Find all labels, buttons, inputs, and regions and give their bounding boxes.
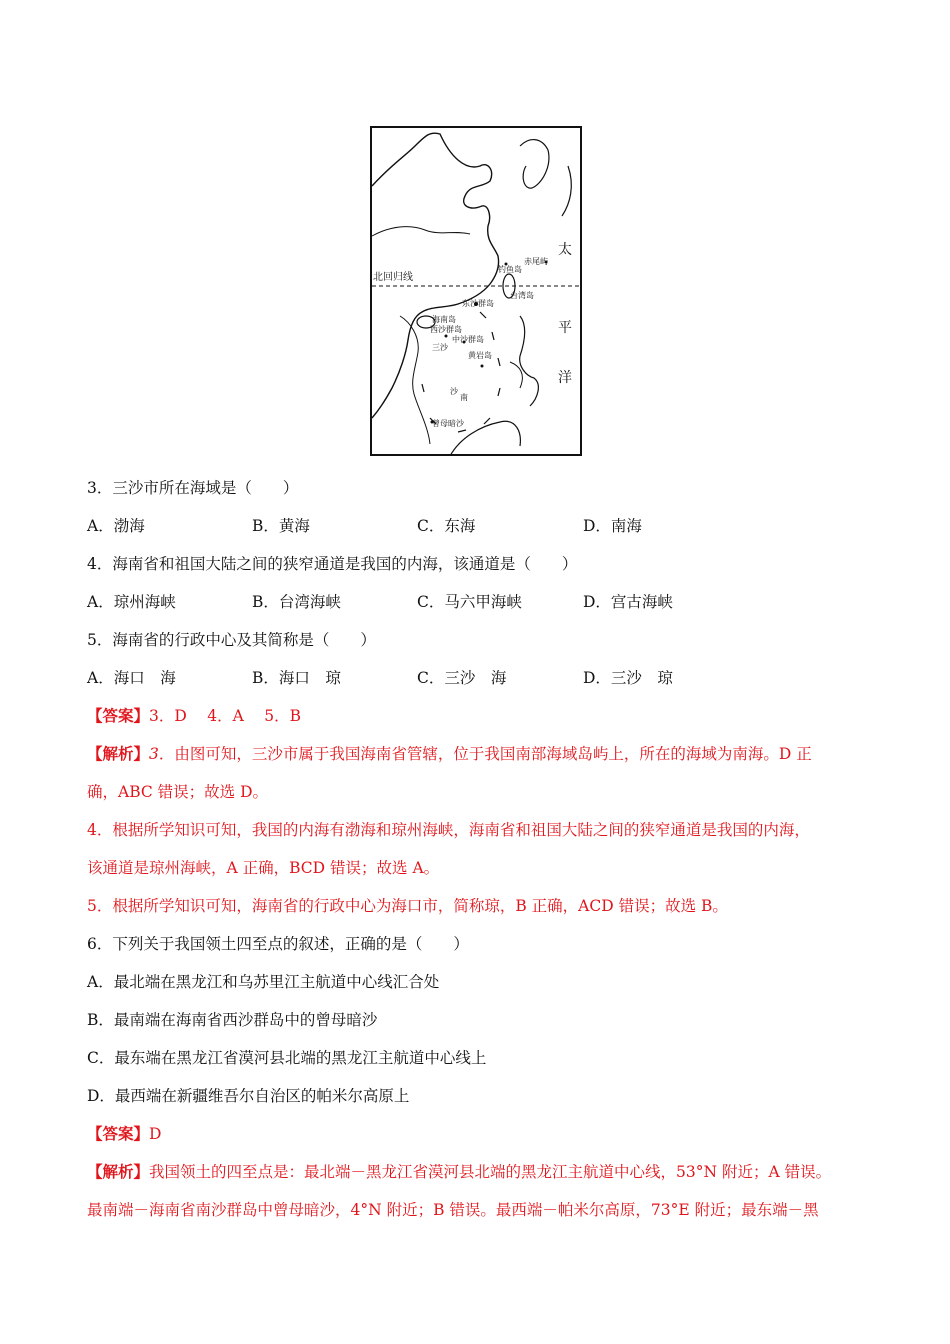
analysis-1-line-1 (87, 744, 812, 764)
question-5-stem: 5．海南省的行政中心及其简称是（ ） (87, 631, 376, 649)
map-label-zengmu: 曾母暗沙 (432, 419, 464, 428)
question-5-option-c: C．三沙 海 (417, 669, 507, 687)
map-label-hainan: 海南岛 (432, 315, 456, 324)
map-label-tai: 太 (558, 242, 572, 258)
question-3-option-a: A．渤海 (87, 517, 145, 535)
analysis-1-line-5: 5．根据所学知识可知，海南省的行政中心为海口市，简称琼，B 正确，ACD 错误；故选 B。 (87, 897, 728, 915)
question-6-option-b: B．最南端在海南省西沙群岛中的曾母暗沙 (87, 1011, 378, 1029)
question-6-option-c: C．最东端在黑龙江省漠河县北端的黑龙江主航道中心线上 (87, 1049, 487, 1067)
question-6-option-d: D．最西端在新疆维吾尔自治区的帕米尔高原上 (87, 1087, 410, 1105)
map-label-xisha: 西沙群岛 (430, 325, 462, 334)
analysis-2-line-1 (87, 1162, 831, 1182)
question-3-option-d: D．南海 (583, 517, 642, 535)
map-label-zhongsha: 中沙群岛 (452, 335, 484, 344)
question-5-option-d: D．三沙 琼 (583, 669, 673, 687)
map-label-nan: 南 (460, 393, 468, 402)
answer-tag: 【答案】 (87, 706, 150, 725)
map-label-sha: 沙 (450, 387, 458, 396)
question-3-option-b: B．黄海 (252, 517, 310, 535)
analysis-text: 我国领土的四至点是：最北端－黑龙江省漠河县北端的黑龙江主航道中心线，53°N 附近；A 错误。 (149, 1163, 832, 1181)
analysis-number: 3 (149, 745, 159, 763)
analysis-1-line-3: 4．根据所学知识可知，我国的内海有渤海和琼州海峡，海南省和祖国大陆之间的狭窄通道是我国的内海， (87, 821, 810, 839)
analysis-tag: 【解析】 (87, 1162, 150, 1181)
map-label-tropic: 北回归线 (373, 272, 413, 283)
question-6-option-a: A．最北端在黑龙江和乌苏里江主航道中心线汇合处 (87, 973, 440, 991)
map-label-sansha: 三沙 (432, 343, 448, 352)
map-label-chiwei: 赤尾屿 (524, 257, 548, 266)
answer-block-1 (87, 706, 301, 726)
question-4-stem: 4．海南省和祖国大陆之间的狭窄通道是我国的内海，该通道是（ ） (87, 555, 578, 573)
answer-text: D (149, 1125, 162, 1143)
analysis-2-line-2: 最南端－海南省南沙群岛中曾母暗沙，4°N 附近；B 错误。最西端－帕米尔高原，73°E 附近；最东端－黑 (87, 1201, 819, 1219)
map-label-yang: 洋 (558, 370, 572, 386)
analysis-1-line-2: 确，ABC 错误；故选 D。 (87, 783, 269, 801)
map-label-diaoyu: 钓鱼岛 (498, 265, 522, 274)
question-5-option-b: B．海口 琼 (252, 669, 341, 687)
map-label-huangyan: 黄岩岛 (468, 351, 492, 360)
map-label-ping: 平 (558, 320, 572, 336)
answer-tag: 【答案】 (87, 1124, 150, 1143)
analysis-text: ．由图可知，三沙市属于我国海南省管辖，位于我国南部海域岛屿上，所在的海域为南海。D 正 (158, 745, 812, 763)
map-label-dongsha: 东沙群岛 (462, 299, 494, 308)
question-3-stem: 3．三沙市所在海域是（ ） (87, 479, 299, 497)
answer-text: 3．D 4．A 5．B (149, 707, 301, 725)
map-label-taiwan: 台湾岛 (510, 291, 534, 300)
question-4-option-b: B．台湾海峡 (252, 593, 341, 611)
question-4-option-d: D．宫古海峡 (583, 593, 673, 611)
question-3-option-c: C．东海 (417, 517, 476, 535)
analysis-1-line-4: 该通道是琼州海峡，A 正确，BCD 错误；故选 A。 (87, 859, 440, 877)
south-china-sea-map (370, 126, 582, 456)
answer-block-2 (87, 1124, 161, 1144)
question-4-option-a: A．琼州海峡 (87, 593, 176, 611)
analysis-tag: 【解析】 (87, 744, 150, 763)
question-5-option-a: A．海口 海 (87, 669, 176, 687)
question-4-option-c: C．马六甲海峡 (417, 593, 522, 611)
question-6-stem: 6．下列关于我国领土四至点的叙述，正确的是（ ） (87, 935, 469, 953)
